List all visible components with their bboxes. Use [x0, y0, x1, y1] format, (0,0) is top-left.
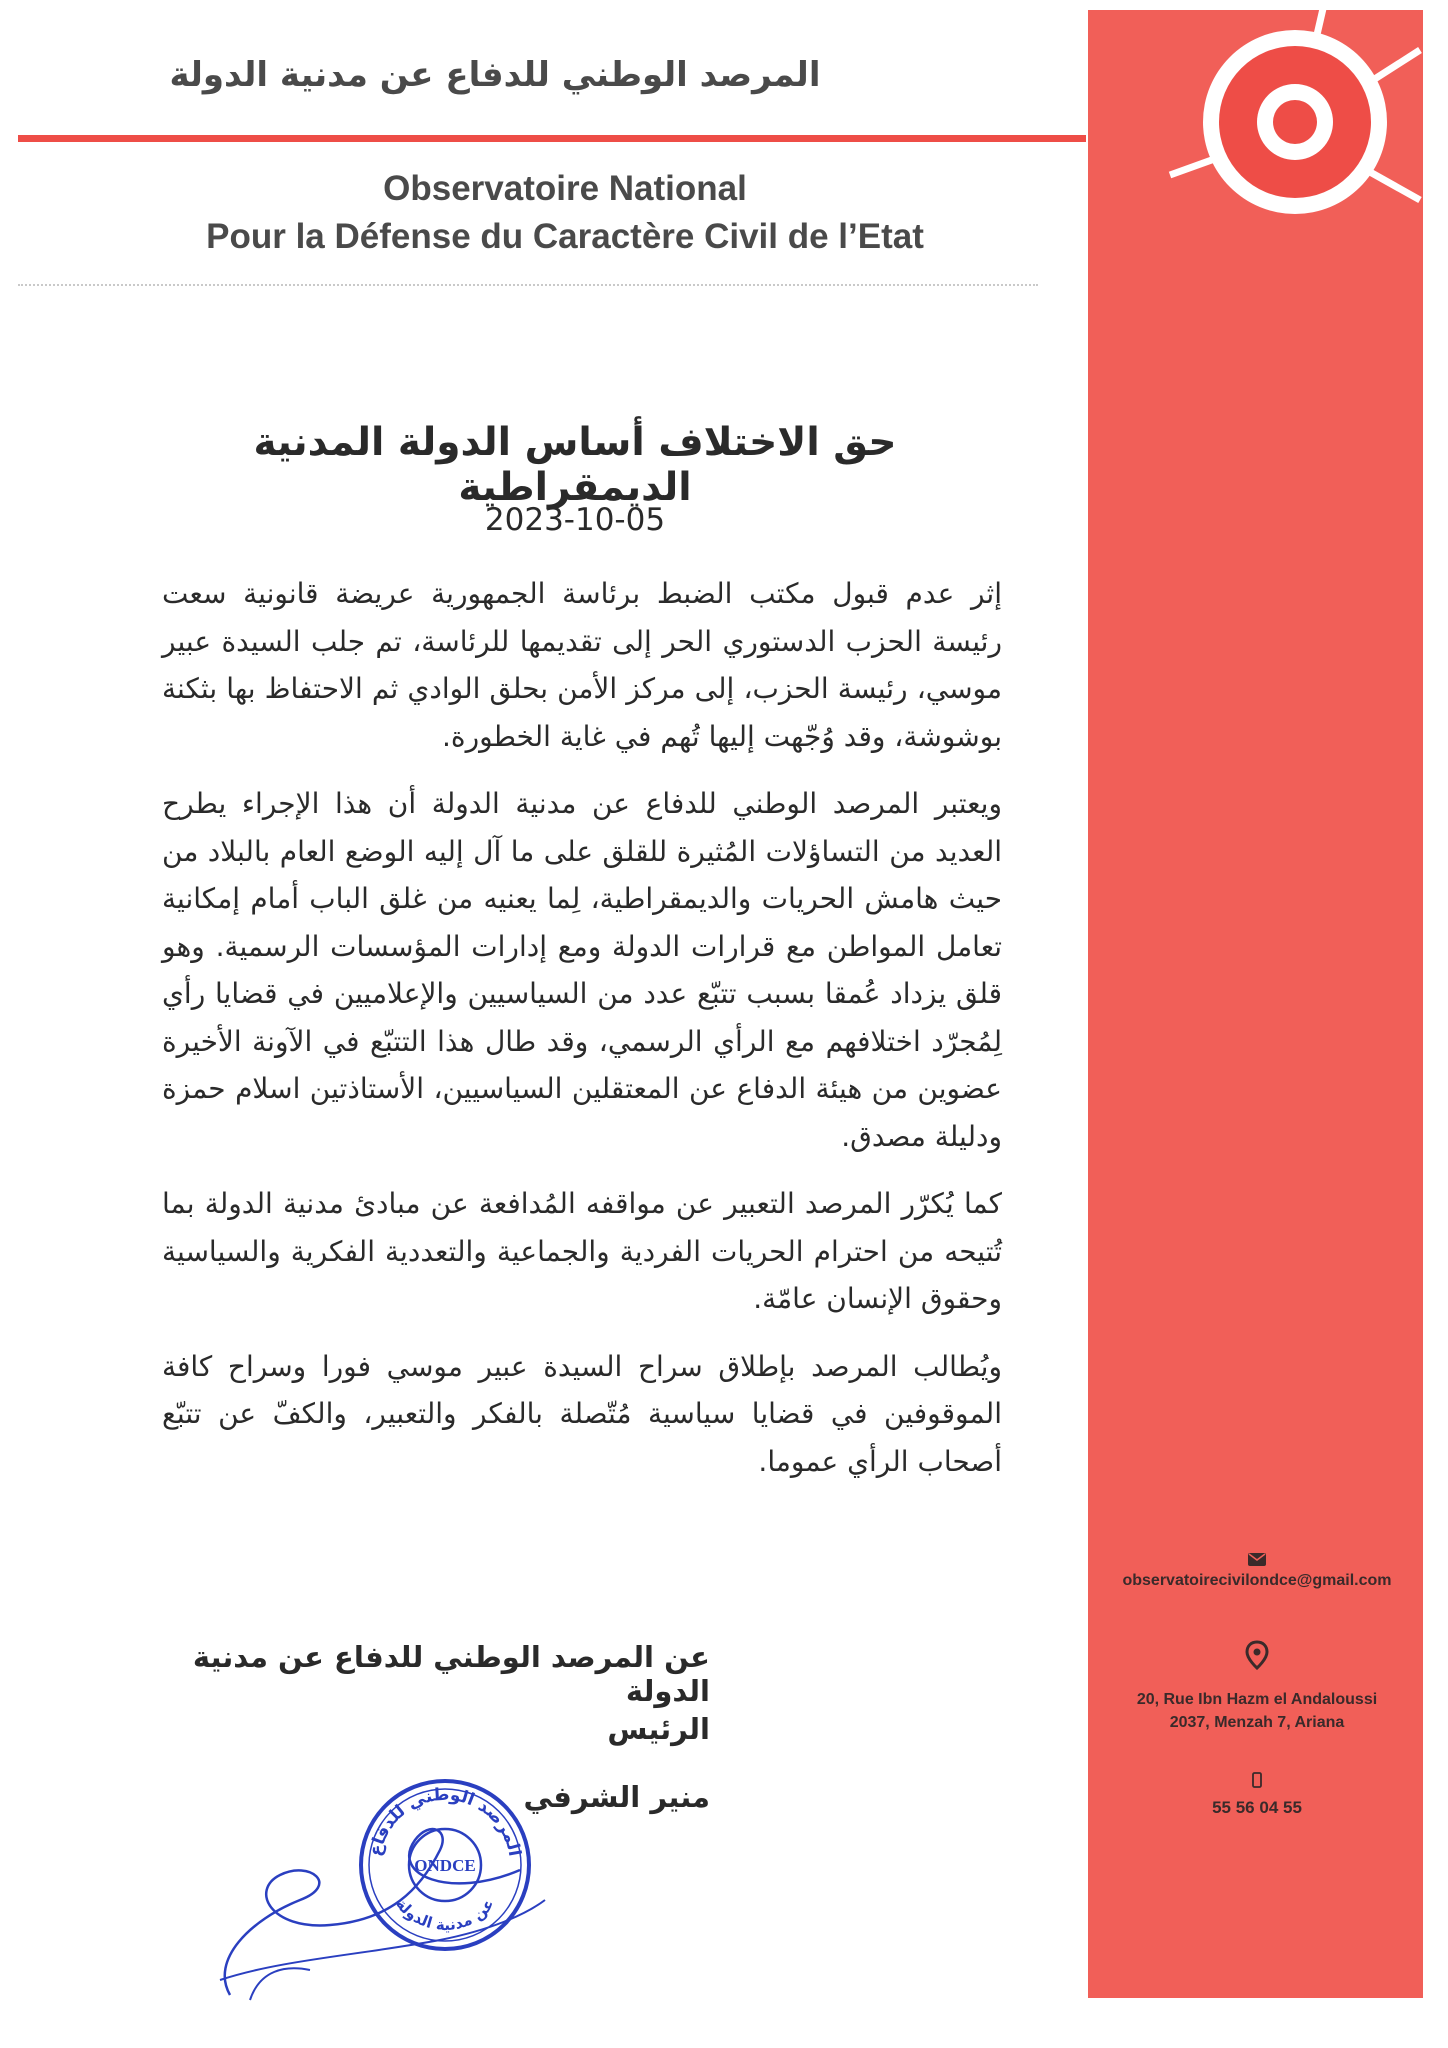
contact-email[interactable]: observatoirecivilondce@gmail.com: [1122, 1572, 1392, 1589]
location-pin-icon: [1245, 1640, 1269, 1670]
svg-text:المرصد الوطني للدفاع: [366, 1785, 525, 1858]
mobile-phone-icon: [1252, 1772, 1262, 1788]
stamp-top-text: المرصد الوطني للدفاع: [365, 1784, 525, 1858]
ondce-logo: [1165, 0, 1425, 260]
official-stamp: [355, 1775, 535, 1955]
stamp-bottom-text: عن مدنية الدولة: [392, 1895, 498, 1935]
contact-address-line1: 20, Rue Ibn Hazm el Andaloussi: [1136, 1691, 1378, 1708]
signoff-organization: عن المرصد الوطني للدفاع عن مدنية الدولة: [192, 1640, 710, 1708]
paragraph-1: إثر عدم قبول مكتب الضبط برئاسة الجمهورية عريضة قانونية سعت رئيسة الحزب الدستوري الحر إلى تقديمها للرئاسة، تم جلب السيدة عبير موسي، رئيسة الحزب، إلى مركز الأمن بحلق الوادي ثم الاحتفاظ بها بثكنة بوشوشة، وقد وُجّهت إليها تُهم في غاية الخطورة.: [162, 577, 1002, 753]
paragraph-2: ويعتبر المرصد الوطني للدفاع عن مدنية الدولة أن هذا الإجراء يطرح العديد من التساؤلات المُثيرة للقلق على ما آل إليه الوضع العام بالبلاد من حيث هامش الحريات والديمقراطية، لِما يعنيه من غلق الباب أمام إمكانية تعامل المواطن مع قرارات الدولة ومع إدارات المؤسسات الرسمية. وهو قلق يزداد عُمقا بسبب تتبّع عدد من السياسيين والإعلاميين في قضايا رأي لِمُجرّد اختلافهم مع الرأي الرسمي، وقد طال هذا التتبّع في الآونة الأخيرة عضوين من هيئة الدفاع عن المعتقلين السياسيين، الأستاذتين اسلام حمزة ودليلة مصدق.: [162, 787, 1002, 1153]
dotted-divider: [18, 284, 1038, 286]
signoff-name: منير الشرفي: [523, 1780, 710, 1814]
header-divider-line: [18, 135, 1086, 142]
header-french-line2: Pour la Défense du Caractère Civil de l’Etat: [206, 217, 924, 256]
document-title: حق الاختلاف أساس الدولة المدنية الديمقراطية: [253, 420, 897, 510]
contact-address-line2: 2037, Menzah 7, Ariana: [1169, 1714, 1345, 1731]
contact-phone-block: [1093, 1772, 1421, 1818]
header-arabic-name: المرصد الوطني للدفاع عن مدنية الدولة: [169, 55, 821, 95]
paragraph-4: ويُطالب المرصد بإطلاق سراح السيدة عبير موسي فورا وسراح كافة الموقوفين في قضايا سياسية مُتّصلة بالفكر والتعبير، والكفّ عن تتبّع أصحاب الرأي عموما.: [162, 1349, 1002, 1478]
contact-phone: 55 56 04 55: [1212, 1798, 1302, 1817]
contact-email-block: [1093, 1553, 1421, 1590]
header-french-name: [40, 165, 1090, 261]
contact-address-block: [1093, 1640, 1421, 1734]
envelope-icon: [1248, 1553, 1266, 1566]
signoff-role: الرئيس: [607, 1712, 710, 1746]
stamp-center-text: ONDCE: [414, 1856, 476, 1875]
document-date: 2023-10-05: [484, 502, 666, 538]
header-french-line1: Observatoire National: [383, 169, 747, 208]
document-body: [162, 570, 1002, 1505]
paragraph-3: كما يُكرّر المرصد التعبير عن مواقفه المُدافعة عن مبادئ مدنية الدولة بما تُتيحه من احترام الحريات الفردية والجماعية والتعددية الفكرية والسياسية وحقوق الإنسان عامّة.: [162, 1187, 1002, 1315]
